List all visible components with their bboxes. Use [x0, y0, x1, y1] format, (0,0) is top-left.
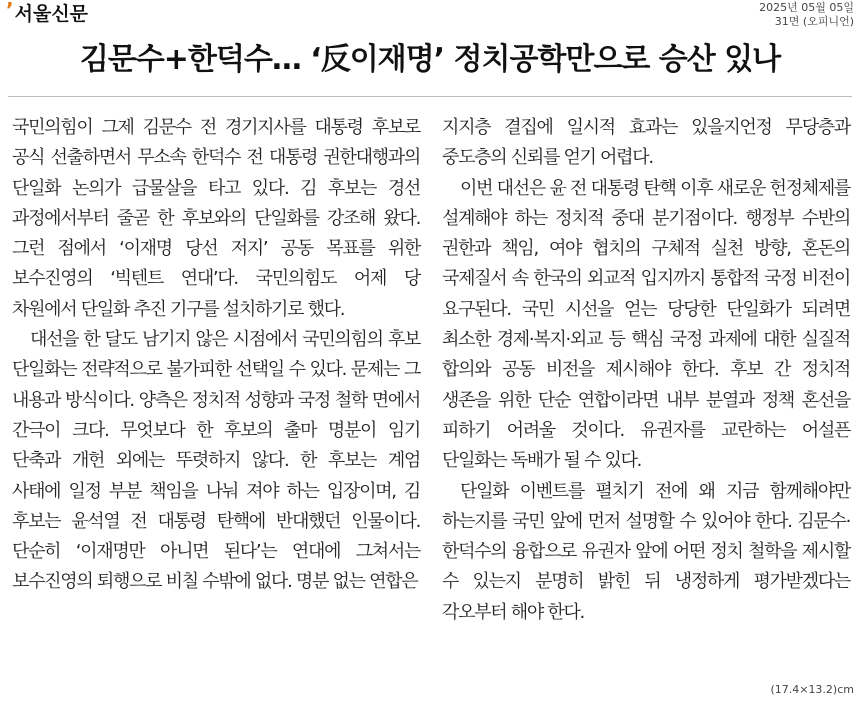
- headline: 김문수+한덕수… ‘反이재명’ 정치공학만으로 승산 있나: [79, 42, 781, 77]
- paragraph: 단일화 이벤트를 펼치기 전에 왜 지금 함께해야만 하는지를 국민 앞에 먼저 설명할 수 있어야 한다. 김문수·한덕수의 융합으로 유권자 앞에 어떤 정치 철학을 제시할 수 있는지 분명히 밝힌 뒤 냉정하게 평가받겠다는 각오부터 해야 한다.: [442, 480, 850, 623]
- page-section: 31면 (오피니언): [774, 15, 854, 28]
- logo-mark: ’: [6, 0, 14, 22]
- paragraph: 대선을 한 달도 남기지 않은 시점에서 국민의힘의 후보 단일화는 전략적으로 불가피한 선택일 수 있다. 문제는 그 내용과 방식이다. 양측은 정치적 성향과 국정 철학 면에서 간극이 크다. 무엇보다 한 후보의 출마 명분이 임기 단축과 개헌 외에는 뚜렷하지 않다. 한 후보는 계엄 사태에 일정 부분 책임을 나눠 져야 하는 입장이며, 김 후보는 윤석열 전 대통령 탄핵에 반대했던 인물이다. 단순히 ‘이재명만 아니면 된다’는 연대에 그쳐서는 보수진영의 퇴행으로 비칠 수밖에 없다. 명분 없는 연합은: [12, 329, 420, 593]
- paragraph: 국민의힘이 그제 김문수 전 경기지사를 대통령 후보로 공식 선출하면서 무소속 한덕수 전 대통령 권한대행과의 단일화 논의가 급물살을 타고 있다. 김 후보는 경선 과정에서부터 줄곧 한 후보와의 단일화를 강조해 왔다. 그런 점에서 ‘이재명 당선 저지’ 공동 목표를 위한 보수진영의 ‘빅텐트 연대’다. 국민의힘도 어제 당 차원에서 단일화 추진 기구를 설치하기로 했다.: [12, 117, 420, 320]
- publication-meta: [759, 1, 854, 29]
- masthead: [6, 2, 88, 28]
- article-column-right: [442, 113, 850, 628]
- newspaper-logo: 서울신문: [14, 3, 89, 25]
- article-size: (17.4×13.2)cm: [770, 683, 854, 696]
- divider: [8, 96, 852, 97]
- paragraph: 이번 대선은 윤 전 대통령 탄핵 이후 새로운 헌정체제를 설계해야 하는 정치적 중대 분기점이다. 행정부 수반의 권한과 책임, 여야 협치의 구체적 실천 방향, 혼돈의 국제질서 속 한국의 외교적 입지까지 통합적 국정 비전이 요구된다. 국민 시선을 얻는 당당한 단일화가 되려면 최소한 경제·복지·외교 등 핵심 국정 과제에 대한 실질적 합의와 공동 비전을 제시해야 한다. 후보 간 정치적 생존을 위한 단순 연합이라면 내부 분열과 정책 혼선을 피하기 어려울 것이다. 유권자를 교란하는 어설픈 단일화는 독배가 될 수 있다.: [442, 177, 850, 472]
- paragraph: 지지층 결집에 일시적 효과는 있을지언정 무당층과 중도층의 신뢰를 얻기 어렵다.: [442, 117, 850, 169]
- publication-date: 2025년 05월 05일: [759, 1, 854, 14]
- article-column-left: [12, 113, 420, 598]
